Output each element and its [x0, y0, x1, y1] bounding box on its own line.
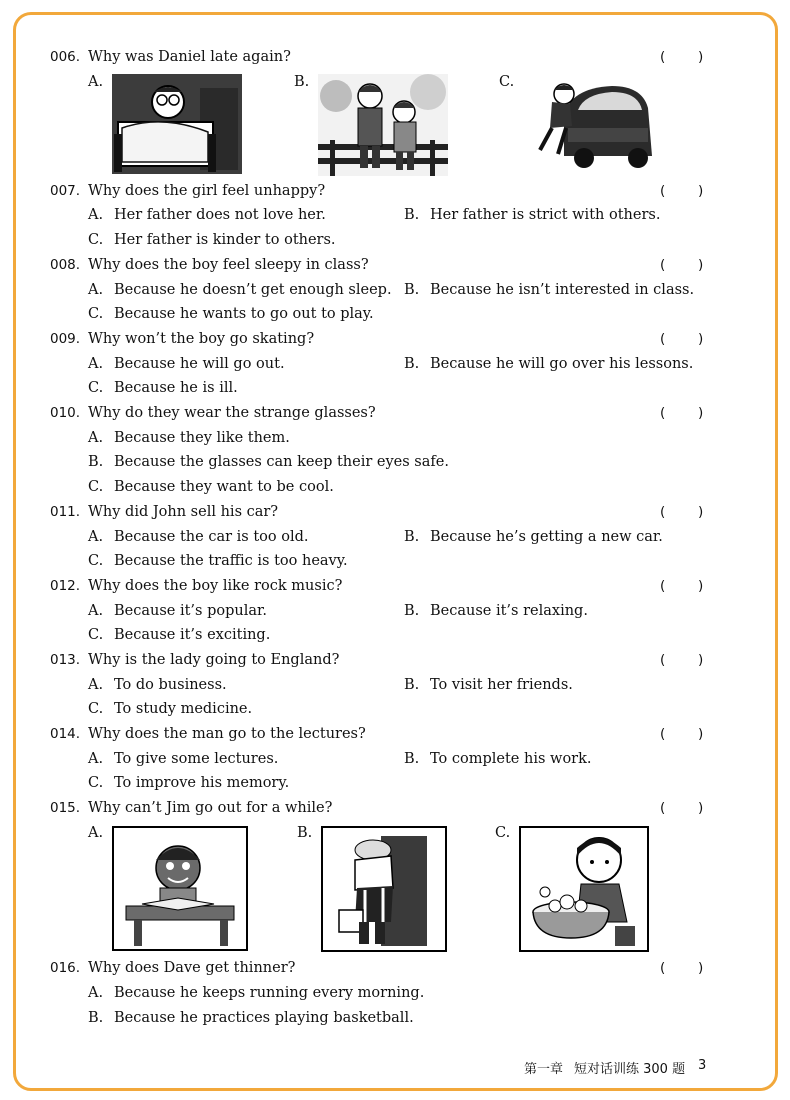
option-b[interactable]: B. Because he’s getting a new car.: [404, 529, 663, 545]
option-c[interactable]: C. Because the traffic is too heavy.: [88, 553, 348, 569]
option-b[interactable]: B. Because he isn’t interested in class.: [404, 282, 695, 298]
answer-blank[interactable]: ( ): [660, 504, 704, 520]
footer-section: 短对话训练 300 题: [574, 1062, 686, 1077]
question-number: 012.: [50, 578, 81, 594]
option-b[interactable]: B. Because he will go over his lessons.: [404, 356, 694, 372]
answer-blank[interactable]: ( ): [660, 800, 704, 816]
answer-blank[interactable]: ( ): [660, 726, 704, 742]
answer-blank[interactable]: ( ): [660, 331, 704, 347]
question-text: Why can’t Jim go out for a while?: [88, 800, 333, 816]
picture-label-b: B.: [297, 825, 313, 841]
option-a[interactable]: A. Because he doesn’t get enough sleep.: [88, 282, 392, 298]
picture-label-c: C.: [499, 74, 515, 90]
option-c[interactable]: C. Because he is ill.: [88, 380, 238, 396]
option-a[interactable]: A. Because they like them.: [88, 430, 290, 446]
option-a[interactable]: A. To give some lectures.: [88, 751, 279, 767]
question-text: Why does the boy like rock music?: [88, 578, 343, 594]
answer-blank[interactable]: ( ): [660, 257, 704, 273]
question-text: Why did John sell his car?: [88, 504, 279, 520]
answer-blank[interactable]: ( ): [660, 652, 704, 668]
question-number: 014.: [50, 726, 81, 742]
question-text: Why does the boy feel sleepy in class?: [88, 257, 369, 273]
question-text: Why does the man go to the lectures?: [88, 726, 366, 742]
picture-label-b: B.: [294, 74, 310, 90]
question-number: 010.: [50, 405, 81, 421]
question-text: Why does Dave get thinner?: [88, 960, 296, 976]
answer-blank[interactable]: ( ): [660, 960, 704, 976]
option-a[interactable]: A. To do business.: [88, 677, 227, 693]
option-a[interactable]: A. Because he keeps running every morning.: [88, 985, 425, 1001]
option-b[interactable]: B. Her father is strict with others.: [404, 207, 661, 223]
boys-on-bench-picture[interactable]: [318, 74, 448, 176]
question-text: Why was Daniel late again?: [88, 49, 291, 65]
answer-blank[interactable]: ( ): [660, 405, 704, 421]
option-b[interactable]: B. To visit her friends.: [404, 677, 573, 693]
answer-blank[interactable]: ( ): [660, 49, 704, 65]
question-number: 008.: [50, 257, 81, 273]
answer-blank[interactable]: ( ): [660, 183, 704, 199]
picture-label-a: A.: [88, 74, 104, 90]
question-number: 013.: [50, 652, 81, 668]
option-a[interactable]: A. Because the car is too old.: [88, 529, 309, 545]
answer-blank[interactable]: ( ): [660, 578, 704, 594]
question-number: 009.: [50, 331, 81, 347]
page-number: 3: [698, 1058, 707, 1073]
option-a[interactable]: A. Her father does not love her.: [88, 207, 326, 223]
boy-washing-clothes-picture[interactable]: [519, 826, 649, 952]
question-number: 006.: [50, 49, 81, 65]
boy-with-car-picture[interactable]: [526, 78, 656, 172]
option-c[interactable]: C. To study medicine.: [88, 701, 253, 717]
option-b[interactable]: B. To complete his work.: [404, 751, 592, 767]
picture-label-a: A.: [88, 825, 104, 841]
option-c[interactable]: C. To improve his memory.: [88, 775, 290, 791]
option-a[interactable]: A. Because it’s popular.: [88, 603, 267, 619]
footer-chapter: 第一章: [524, 1062, 564, 1077]
boy-painting-wall-picture[interactable]: [321, 826, 447, 952]
question-text: Why does the girl feel unhappy?: [88, 183, 326, 199]
question-text: Why is the lady going to England?: [88, 652, 340, 668]
boy-doing-homework-picture[interactable]: [112, 826, 248, 951]
option-c[interactable]: C. Her father is kinder to others.: [88, 232, 336, 248]
boy-sleeping-in-bed-picture[interactable]: [112, 74, 242, 174]
question-number: 011.: [50, 504, 81, 520]
option-c[interactable]: C. Because they want to be cool.: [88, 479, 334, 495]
option-c[interactable]: C. Because it’s exciting.: [88, 627, 271, 643]
option-b[interactable]: B. Because he practices playing basketball.: [88, 1010, 414, 1026]
question-text: Why won’t the boy go skating?: [88, 331, 315, 347]
question-text: Why do they wear the strange glasses?: [88, 405, 376, 421]
option-b[interactable]: B. Because the glasses can keep their eyes safe.: [88, 454, 449, 470]
option-c[interactable]: C. Because he wants to go out to play.: [88, 306, 374, 322]
question-number: 007.: [50, 183, 81, 199]
question-number: 016.: [50, 960, 81, 976]
option-a[interactable]: A. Because he will go out.: [88, 356, 285, 372]
question-number: 015.: [50, 800, 81, 816]
option-b[interactable]: B. Because it’s relaxing.: [404, 603, 588, 619]
picture-label-c: C.: [495, 825, 511, 841]
